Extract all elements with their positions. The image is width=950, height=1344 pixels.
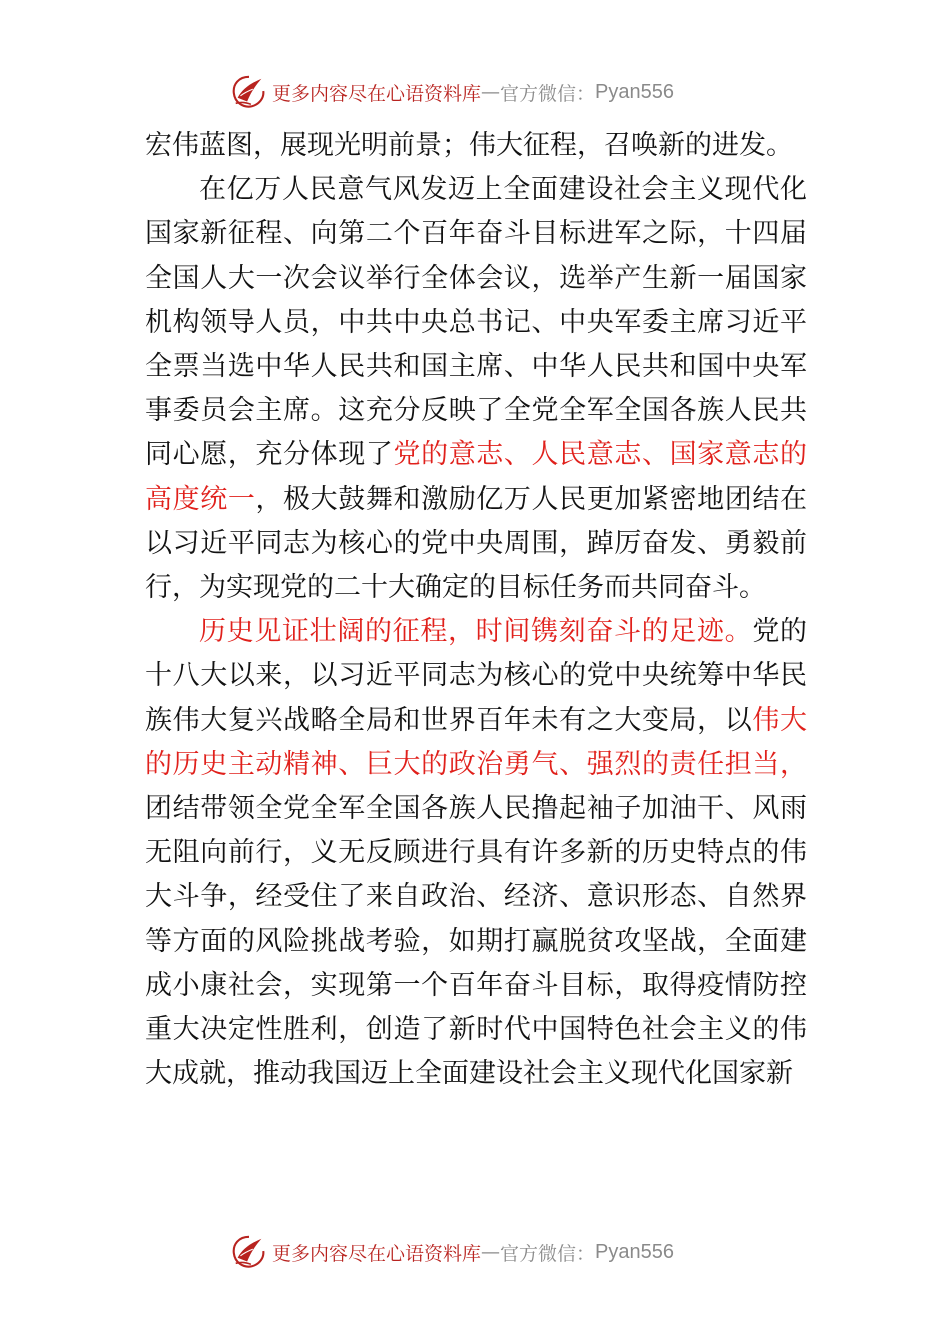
banner-separator: — [481, 1241, 501, 1263]
header-banner [230, 72, 674, 112]
highlight-text: 历史见证壮阔的征程，时间镌刻奋斗的足迹。 [199, 616, 753, 648]
quill-swirl-logo-icon [230, 1233, 268, 1271]
banner-wechat-label: 官方微信： [500, 82, 596, 105]
banner-slogan: 更多内容尽在心语资料库 [272, 1242, 482, 1265]
footer-banner [230, 1232, 674, 1272]
paragraph-3 [145, 610, 807, 1096]
paragraph-text: 在亿万人民意气风发迈上全面建设社会主义现代化国家新征程、向第二个百年奋斗目标进军之际，十四届全国人大一次会议举行全体会议，选举产生新一届国家机构领导人员，中共中央总书记、中央军委主席习近平全票当选中华人民共和国主席、中华人民共和国中央军事委员会主席。这充分反映了全党全军全国各族人民共同心愿，充分体现了 [145, 174, 807, 471]
paragraph-text: ，极大鼓舞和激励亿万人民更加紧密地团结在以习近平同志为核心的党中央周围，踔厉奋发、勇毅前行，为实现党的二十大确定的目标任务而共同奋斗。 [145, 483, 808, 604]
paragraph-2 [145, 168, 807, 610]
banner-wechat-id: Pyan556 [595, 80, 674, 103]
banner-slogan: 更多内容尽在心语资料库 [272, 82, 482, 105]
article-body [145, 124, 807, 1096]
paragraph-text: 团结带领全党全军全国各族人民撸起袖子加油干、风雨无阻向前行，义无反顾进行具有许多新的历史特点的伟大斗争，经受住了来自政治、经济、意识形态、自然界等方面的风险挑战考验，如期打赢脱贫攻坚战，全面建成小康社会，实现第一个百年奋斗目标，取得疫情防控重大决定性胜利，创造了新时代中国特色社会主义的伟大成就，推动我国迈上全面建设社会主义现代化国家新 [145, 793, 807, 1090]
banner-separator: — [481, 81, 501, 103]
paragraph-text: 宏伟蓝图，展现光明前景；伟大征程，召唤新的进发。 [145, 130, 793, 161]
highlight-text: 党的意志、人民意志、国家意志的高度统一 [145, 439, 808, 515]
banner-wechat-id: Pyan556 [595, 1240, 674, 1263]
quill-swirl-logo-icon [230, 73, 268, 111]
highlight-text: 伟大的历史主动精神、巨大的政治勇气、强烈的责任担当， [145, 704, 807, 780]
paragraph-1 [145, 124, 807, 168]
paragraph-text: 党的十八大以来，以习近平同志为核心的党中央统筹中华民族伟大复兴战略全局和世界百年未有之大变局，以 [145, 616, 808, 736]
banner-wechat-label: 官方微信： [500, 1242, 596, 1265]
